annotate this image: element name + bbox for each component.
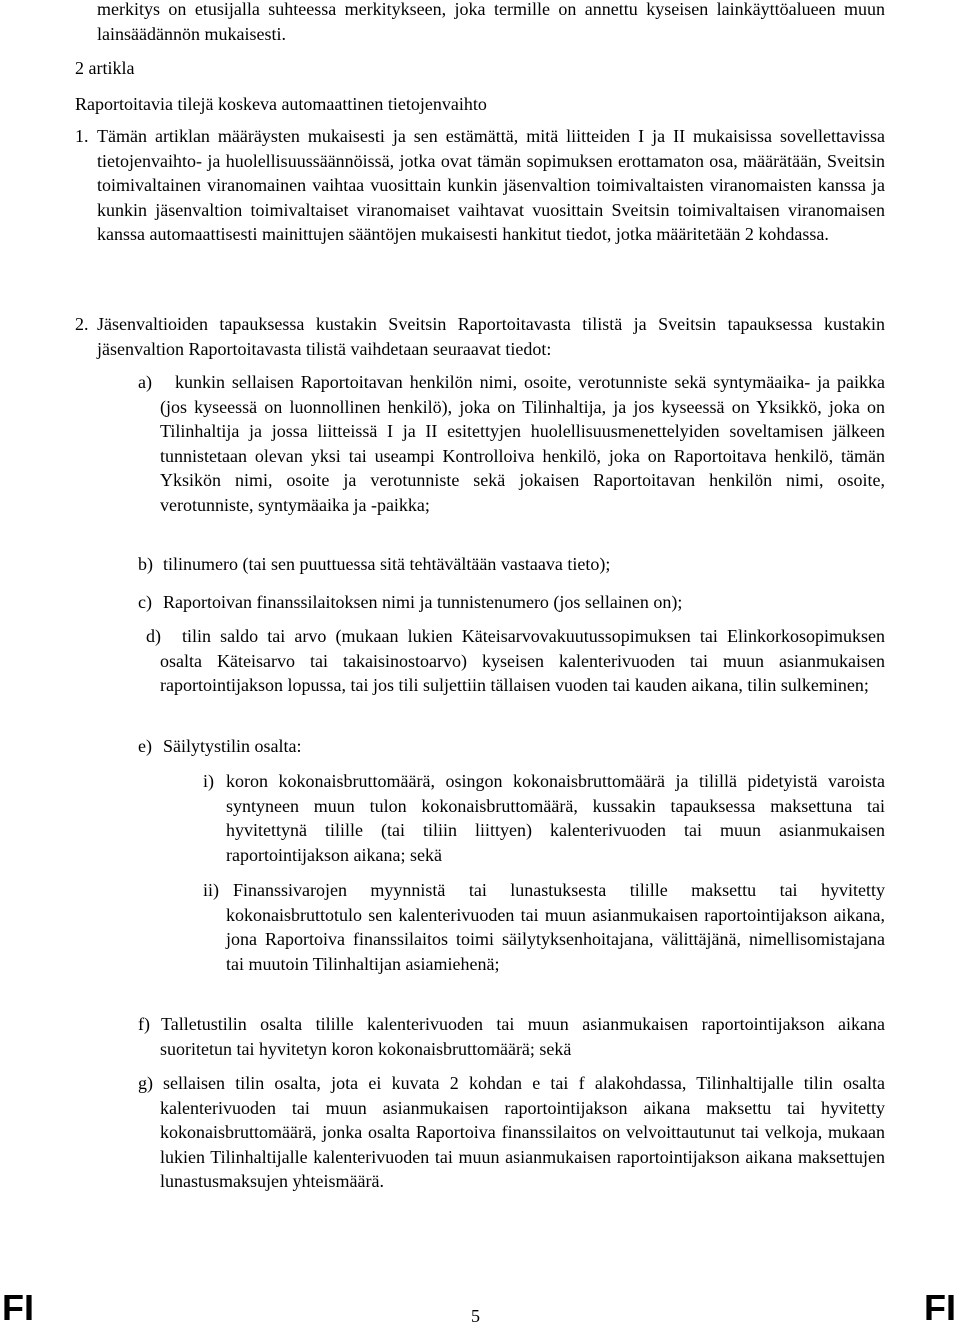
item-e-ii-label: ii) bbox=[203, 880, 219, 900]
item-g-label: g) bbox=[138, 1073, 153, 1093]
item-d-text: tilin saldo tai arvo (mukaan lukien Käteisarvovakuutussopimuksen tai Elinkorkosopimuksen osalta Käteisarvo tai takaisinostoarvo) kyseisen kalenterivuoden tai muun asianmukaisen raportointijakson lopussa, tai jos tili suljettiin tällaisen vuoden tai kauden aikana, tilin sulkeminen; bbox=[160, 626, 885, 696]
item-f-label: f) bbox=[138, 1014, 150, 1034]
item-e-text: Säilytystilin osalta: bbox=[163, 736, 302, 756]
item-a-label: a) bbox=[138, 372, 152, 392]
item-b-text: tilinumero (tai sen puuttuessa sitä tehtävältään vastaava tieto); bbox=[163, 554, 611, 574]
item-c-label: c) bbox=[138, 592, 152, 612]
paragraph-2-number: 2. bbox=[75, 314, 89, 334]
item-d-label: d) bbox=[146, 626, 161, 646]
intro-continuation: merkitys on etusijalla suhteessa merkitykseen, joka termille on annettu kyseisen lainkäyttöalueen muun lainsäädännön mukaisesti. bbox=[97, 0, 885, 44]
article-title: Raportoitavia tilejä koskeva automaattinen tietojenvaihto bbox=[75, 94, 487, 114]
page-number: 5 bbox=[471, 1306, 480, 1326]
item-b-label: b) bbox=[138, 554, 153, 574]
paragraph-2-text: Jäsenvaltioiden tapauksessa kustakin Sveitsin Raportoitavasta tilistä ja Sveitsin tapauksessa kustakin jäsenvaltion Raportoitavasta tilistä vaihdetaan seuraavat tiedot: bbox=[97, 314, 885, 359]
item-f-text: Talletustilin osalta tilille kalenterivuoden tai muun asianmukaisen raportointijakson aikana suoritetun tai hyvitetyn koron kokonaisbruttomäärä; sekä bbox=[160, 1014, 885, 1059]
item-c-text: Raportoivan finanssilaitoksen nimi ja tunnistenumero (jos sellainen on); bbox=[163, 592, 683, 612]
item-a-text: kunkin sellaisen Raportoitavan henkilön nimi, osoite, verotunniste sekä syntymäaika- ja paikka (jos kyseessä on luonnollinen henkilö), joka on Tilinhaltija, ja jos kyseessä on Yksikkö, joka on Tilinhaltija ja jossa liitteissä I ja II esitettyjen huolellisuusmenettelyiden soveltamisen jälkeen tunnistetaan olevan yksi tai useampi Kontrolloiva henkilö, joka on Raportoitava henkilö, tämän Yksikön nimi, osoite ja verotunniste sekä jokaisen Raportoitavan henkilön nimi, osoite, verotunniste, syntymäaika ja -paikka; bbox=[160, 372, 885, 515]
article-heading: 2 artikla bbox=[75, 58, 135, 78]
paragraph-1-number: 1. bbox=[75, 126, 89, 146]
item-g-text: sellaisen tilin osalta, jota ei kuvata 2 kohdan e tai f alakohdassa, Tilinhaltijalle tilin osalta kalenterivuoden tai muun asianmukaisen raportointijakson aikana maksettu tai hyvitetty kokonaisbruttomäärä, jonka osalta Raportoiva finanssilaitos on velvoittautunut tai velkoja, mukaan lukien Tilinhaltijalle kalenterivuoden tai muun asianmukaisen raportointijakson aikana maksettujen lunastusmaksujen yhteismäärä. bbox=[160, 1073, 885, 1192]
paragraph-1-text: Tämän artiklan määräysten mukaisesti ja sen estämättä, mitä liitteiden I ja II mukaisissa sovellettavissa tietojenvaihto- ja huolellisuussäännöissä, jotka ovat tämän sopimuksen erottamaton osa, määrätään, Sveitsin toimivaltainen viranomainen vaihtaa vuosittain kunkin jäsenvaltion toimivaltaisten viranomaisten kanssa ja kunkin jäsenvaltion toimivaltaiset viranomaiset vaihtavat vuosittain Sveitsin toimivaltaisen viranomaisen kanssa automaattisesti mainittujen sääntöjen mukaisesti hankitut tiedot, jotka määritetään 2 kohdassa. bbox=[97, 126, 885, 245]
item-e-i-label: i) bbox=[203, 771, 214, 791]
footer-language-code-right: FI bbox=[924, 1287, 956, 1328]
item-e-label: e) bbox=[138, 736, 152, 756]
item-e-ii-text: Finanssivarojen myynnistä tai lunastuksesta tilille maksettu tai hyvitetty kokonaisbruttotulo sen kalenterivuoden tai muun asianmukaisen raportointijakson aikana, jona Raportoiva finanssilaitos toimi säilytyksenhoitajana, välittäjänä, nimellisomistajana tai muutoin Tilinhaltijan asiamiehenä; bbox=[226, 880, 885, 974]
footer-language-code-left: FI bbox=[2, 1287, 34, 1328]
item-e-i-text: koron kokonaisbruttomäärä, osingon kokonaisbruttomäärä ja tilillä pidetyistä varoista syntyneen muun tulon kokonaisbruttomäärä, kussakin tapauksessa maksettuna tai hyvitettynä tilille (tai tiliin liittyen) kalenterivuoden tai muun asianmukaisen raportointijakson aikana; sekä bbox=[226, 771, 885, 865]
